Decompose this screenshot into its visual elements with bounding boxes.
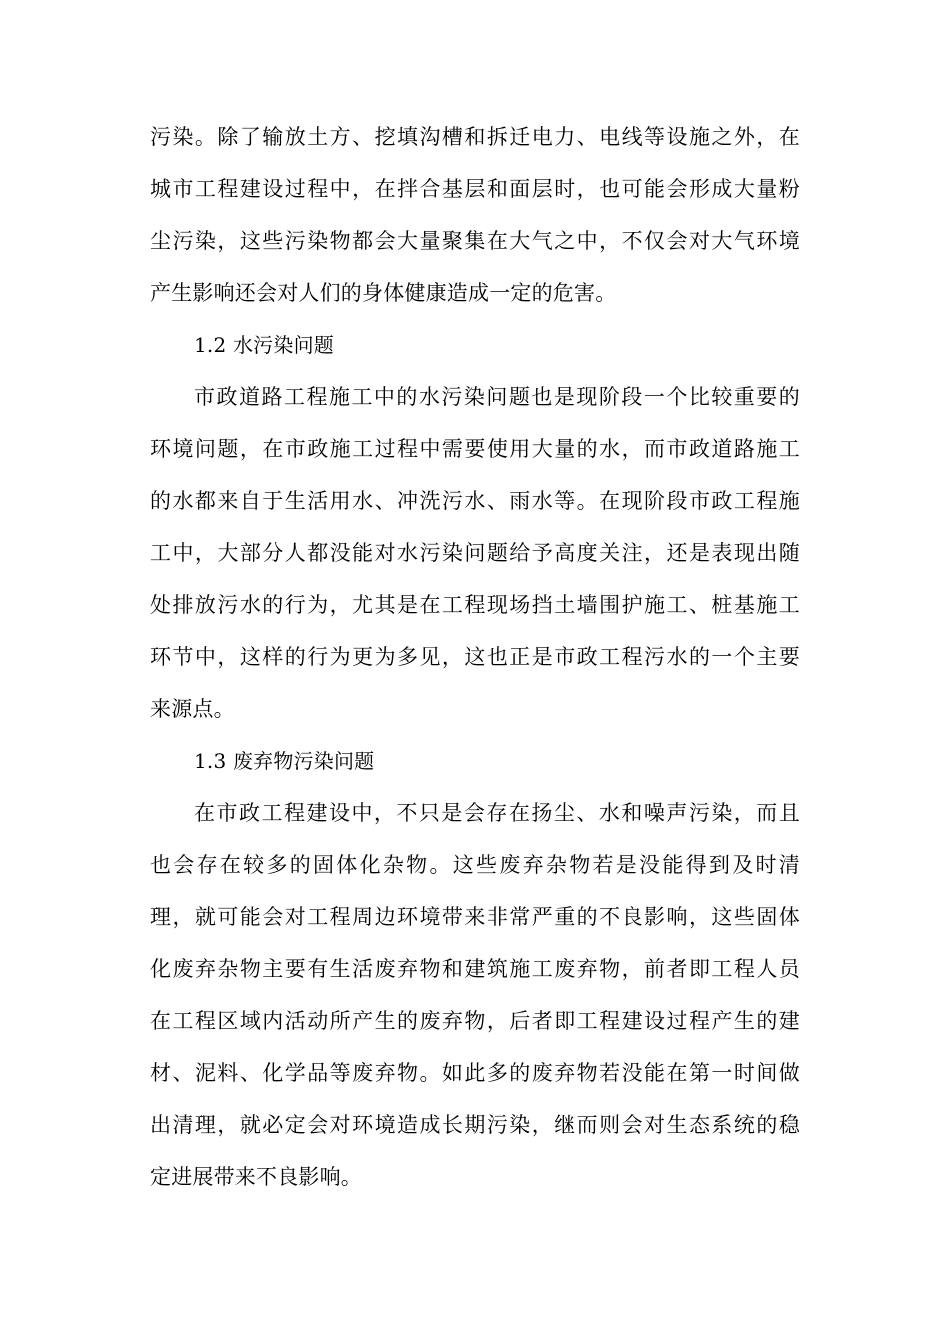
paragraph-line: 在工程区域内活动所产生的废弃物，后者即工程建设过程产生的建 <box>150 1009 800 1033</box>
paragraph-line: 处排放污水的行为，尤其是在工程现场挡土墙围护施工、桩基施工 <box>150 593 800 617</box>
document-page <box>150 111 800 1203</box>
paragraph-line: 产生影响还会对人们的身体健康造成一定的危害。 <box>150 281 617 305</box>
section-heading: 1.3 废弃物污染问题 <box>194 749 375 773</box>
paragraph-line: 定进展带来不良影响。 <box>150 1165 362 1189</box>
paragraph-line: 材、泥料、化学品等废弃物。如此多的废弃物若没能在第一时间做 <box>150 1061 800 1085</box>
paragraph-line: 尘污染，这些污染物都会大量聚集在大气之中，不仅会对大气环境 <box>150 229 800 253</box>
paragraph-line: 市政道路工程施工中的水污染问题也是现阶段一个比较重要的 <box>194 385 800 409</box>
paragraph-line: 的水都来自于生活用水、冲洗污水、雨水等。在现阶段市政工程施 <box>150 489 800 513</box>
paragraph-line: 工中，大部分人都没能对水污染问题给予高度关注，还是表现出随 <box>150 541 800 565</box>
paragraph-line: 来源点。 <box>150 697 235 721</box>
paragraph-line: 也会存在较多的固体化杂物。这些废弃杂物若是没能得到及时清 <box>150 853 800 877</box>
paragraph-line: 化废弃杂物主要有生活废弃物和建筑施工废弃物，前者即工程人员 <box>150 957 800 981</box>
paragraph-line: 环境问题，在市政施工过程中需要使用大量的水，而市政道路施工 <box>150 437 800 461</box>
paragraph-line: 污染。除了输放土方、挖填沟槽和拆迁电力、电线等设施之外，在 <box>150 125 800 149</box>
paragraph-line: 环节中，这样的行为更为多见，这也正是市政工程污水的一个主要 <box>150 645 800 669</box>
section-heading: 1.2 水污染问题 <box>194 333 334 357</box>
paragraph-line: 城市工程建设过程中，在拌合基层和面层时，也可能会形成大量粉 <box>150 177 800 201</box>
paragraph-line: 出清理，就必定会对环境造成长期污染，继而则会对生态系统的稳 <box>150 1113 800 1137</box>
paragraph-line: 理，就可能会对工程周边环境带来非常严重的不良影响，这些固体 <box>150 905 800 929</box>
paragraph-line: 在市政工程建设中，不只是会存在扬尘、水和噪声污染，而且 <box>194 801 800 825</box>
